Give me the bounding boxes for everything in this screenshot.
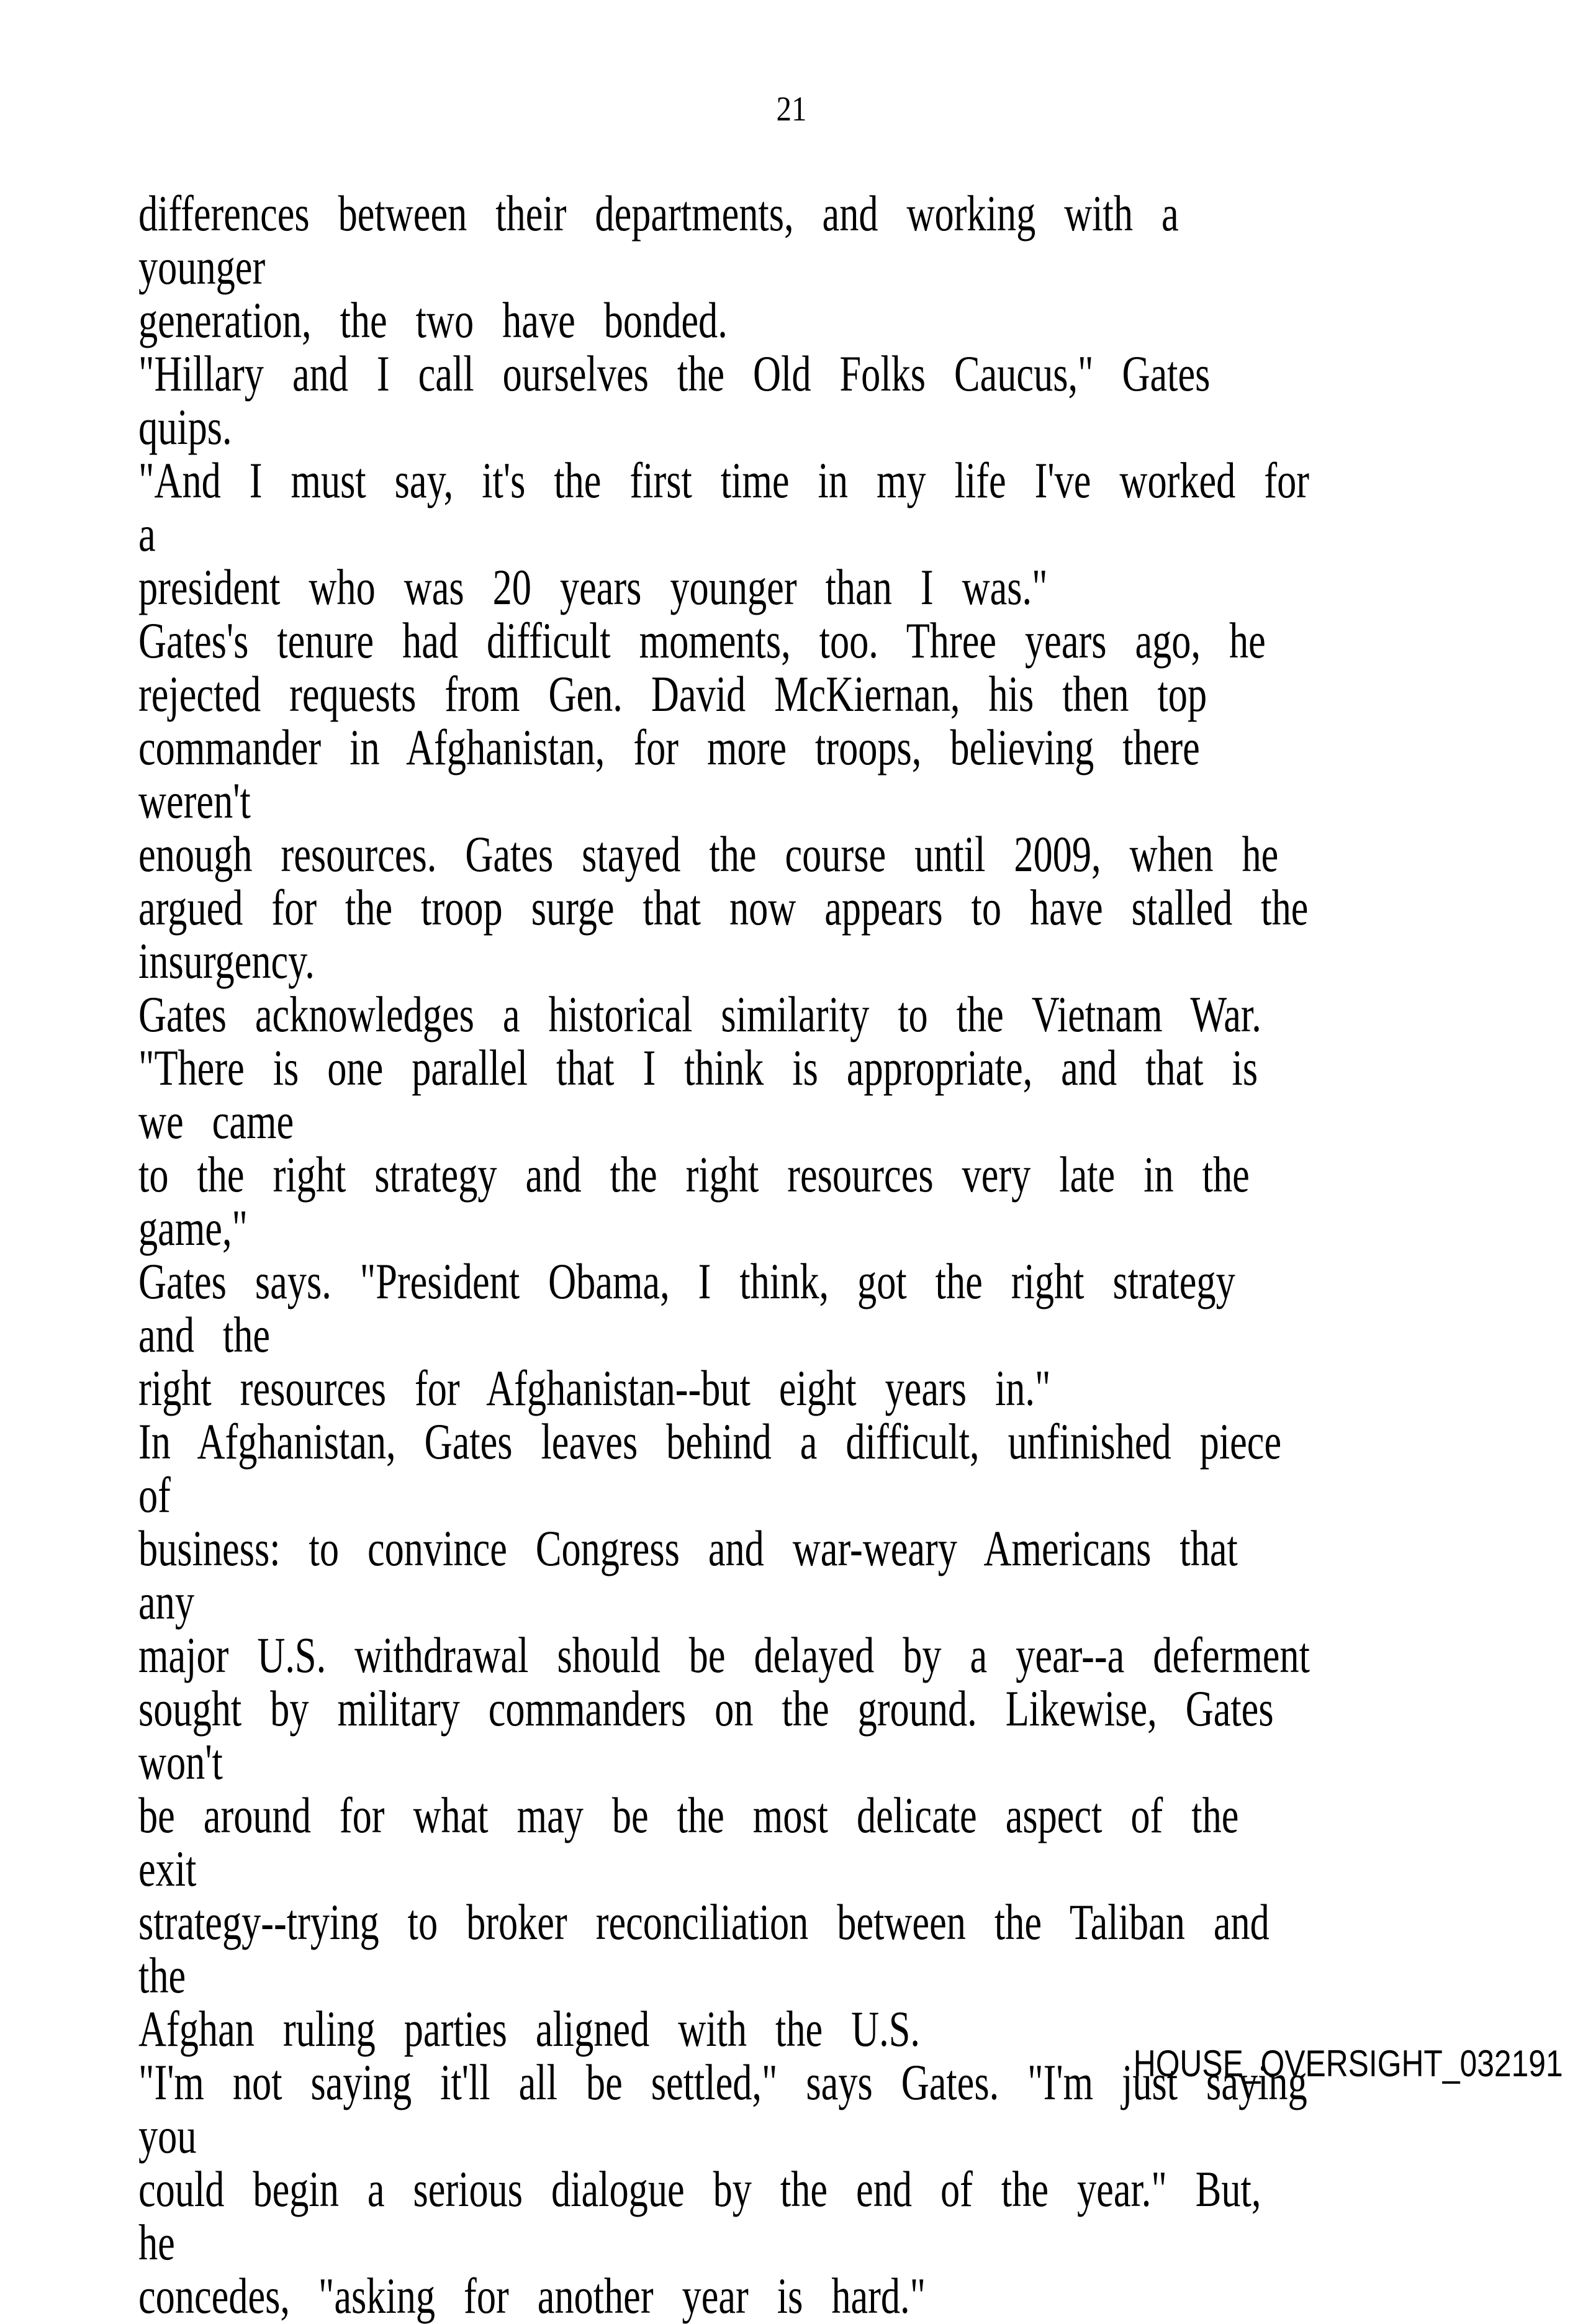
bates-number: HOUSE_OVERSIGHT_032191 <box>1134 2043 1563 2084</box>
paragraph: "I'm not saying it'll all be settled," says Gates. "I'm just saying you could begin a serious dialogue by the end of the year." But, he concedes, "asking for another year is hard." <box>138 2054 1307 2324</box>
paragraph: "Hillary and I call ourselves the Old Folks Caucus," Gates quips. "And I must say, it's the first time in my life I've worked for a president who was 20 years younger than I was." <box>138 345 1309 615</box>
paragraph: Gates's tenure had difficult moments, too. Three years ago, he rejected requests from Gen. David McKiernan, his then top commander in Afghanistan, for more troops, believing there weren't enough resources. Gates stayed the course until 2009, when he argued for the troop surge that now appears to have stalled the insurgency. <box>138 612 1309 989</box>
paragraph: In Afghanistan, Gates leaves behind a difficult, unfinished piece of business: to convince Congress and war-weary Americans that any major U.S. withdrawal should be delayed by a year--a deferment sought by military commanders on the ground. Likewise, Gates won't be around for what may be the most delicate aspect of the exit strategy--trying to broker reconciliation between the Taliban and the Afghan ruling parties aligned with the U.S. <box>138 1413 1310 2057</box>
page-number: 21 <box>776 90 807 129</box>
document-body <box>138 187 1318 2323</box>
paragraph: Gates acknowledges a historical similarity to the Vietnam War. <box>138 986 1261 1042</box>
paragraph: "There is one parallel that I think is appropriate, and that is we came to the right strategy and the right resources very late in the game," Gates says. "President Obama, I think, got the right strategy and the right resources for Afghanistan--but eight years in." <box>138 1039 1258 1416</box>
paragraph: differences between their departments, and working with a younger generation, the two have bonded. <box>138 185 1179 348</box>
